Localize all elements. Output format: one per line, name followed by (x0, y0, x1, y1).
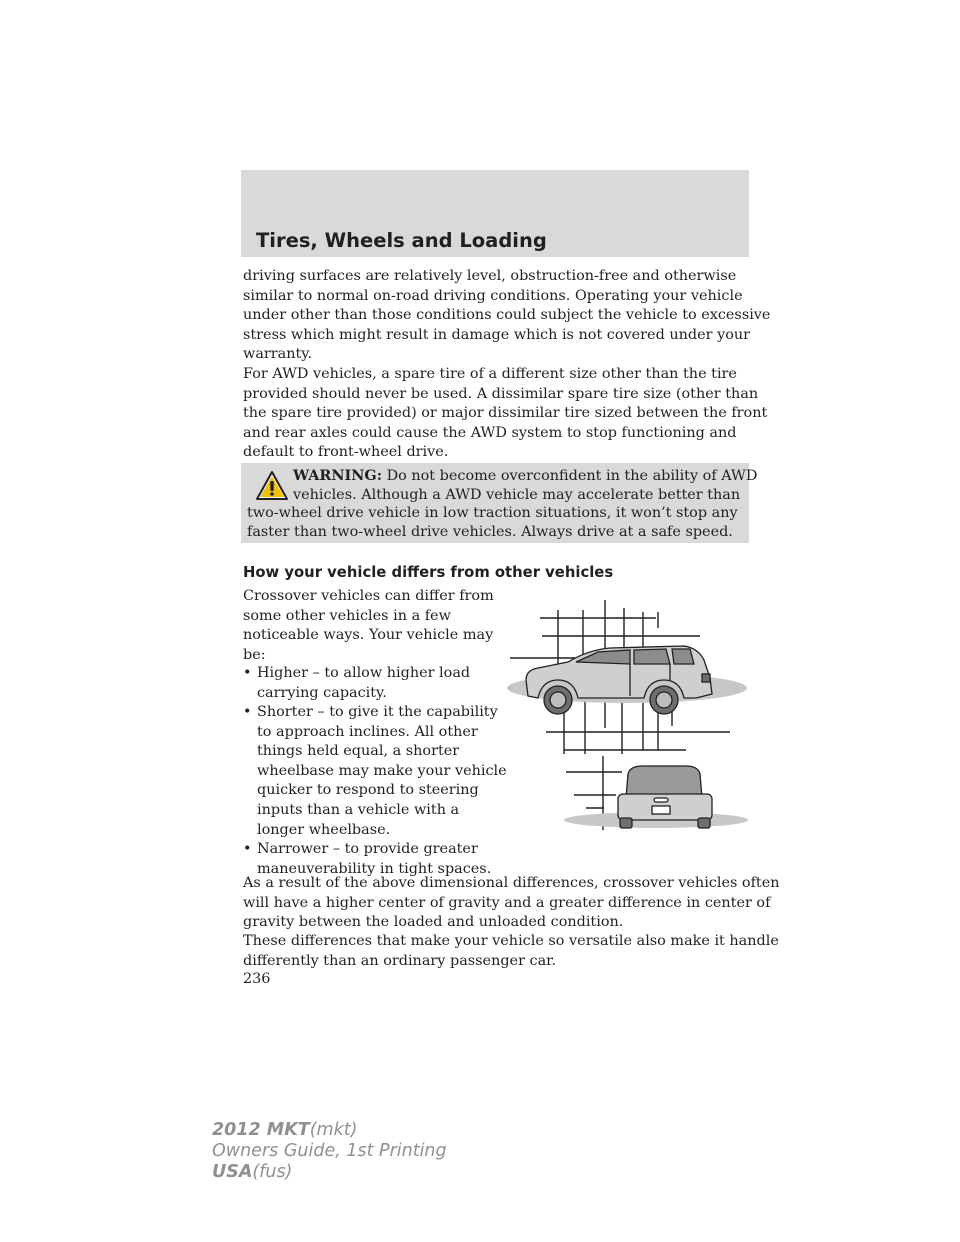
footer-model: 2012 MKT (212, 1120, 310, 1140)
text-line: be: (243, 646, 266, 663)
list-item (243, 664, 470, 703)
page-number: 236 (243, 971, 271, 987)
text-line: As a result of the above dimensional differences, crossover vehicles often (243, 875, 780, 891)
bullet-dot: • (243, 841, 252, 857)
text-line: provided should never be used. A dissimilar spare tire size (other than (243, 385, 759, 402)
text-line: These differences that make your vehicle so versatile also make it handle (243, 933, 779, 949)
text-line: and rear axles could cause the AWD system to stop functioning and (243, 424, 737, 441)
text-line: default to front-wheel drive. (243, 444, 449, 461)
text-line: differently than an ordinary passenger car. (243, 952, 557, 969)
text-line: some other vehicles in a few (243, 607, 451, 624)
footer-imprint (212, 1120, 447, 1183)
text-line: two-wheel drive vehicle in low traction situations, it won’t stop any (247, 505, 738, 522)
section-intro-paragraph (243, 587, 494, 665)
text-line: quicker to respond to steering (257, 782, 479, 799)
text-line: things held equal, a shorter (257, 743, 460, 760)
footer-region-code: (fus) (252, 1162, 293, 1182)
text-line: wheelbase may make your vehicle (257, 762, 507, 779)
warning-label: WARNING: (293, 467, 383, 484)
warning-text (247, 467, 757, 541)
vehicle-rear-view (564, 766, 748, 828)
intro-paragraph (243, 267, 770, 365)
text-line: Crossover vehicles can differ from (243, 588, 494, 604)
text-line: inputs than a vehicle with a (257, 801, 460, 818)
footer-region: USA (212, 1162, 253, 1182)
text-line: maneuverability in tight spaces. (257, 860, 492, 877)
text-line: to approach inclines. All other (257, 723, 478, 740)
footer-guide: Owners Guide, 1st Printing (212, 1141, 447, 1161)
text-line: similar to normal on-road driving conditions. Operating your vehicle (243, 287, 743, 304)
warning-box (241, 463, 758, 543)
text-line: driving surfaces are relatively level, obstruction-free and otherwise (243, 268, 737, 284)
section-heading: How your vehicle differs from other vehicles (243, 564, 614, 581)
bullet-dot: • (243, 665, 252, 681)
text-line: Narrower – to provide greater (257, 841, 478, 857)
crossover-vehicle-illustration (506, 598, 752, 838)
text-line: faster than two-wheel drive vehicles. Always drive at a safe speed. (247, 523, 733, 540)
list-item (243, 703, 507, 840)
page-title: Tires, Wheels and Loading (256, 229, 547, 252)
text-line: Shorter – to give it the capability (257, 704, 498, 720)
text-line: For AWD vehicles, a spare tire of a different size other than the tire (243, 366, 737, 382)
text-line: noticeable ways. Your vehicle may (243, 627, 494, 644)
text-line: warranty. (243, 346, 313, 363)
text-line: longer wheelbase. (257, 821, 391, 838)
text-line: stress which might result in damage which is not covered under your (243, 326, 751, 343)
text-line: will have a higher center of gravity and a greater difference in center of (243, 894, 771, 911)
text-line: Do not become overconfident in the ability of AWD (386, 468, 758, 484)
text-line: vehicles. Although a AWD vehicle may accelerate better than (293, 486, 741, 503)
vehicle-side-view (526, 646, 712, 714)
text-line: under other than those conditions could subject the vehicle to excessive (243, 307, 771, 324)
text-line: the spare tire provided) or major dissimilar tire sized between the front (243, 405, 768, 422)
footer-model-code: (mkt) (309, 1120, 358, 1140)
bullet-dot: • (243, 704, 252, 720)
text-line: Higher – to allow higher load (257, 665, 471, 681)
awd-paragraph (243, 365, 767, 463)
text-line: carrying capacity. (257, 684, 387, 701)
result-paragraph (243, 874, 780, 933)
differences-paragraph (243, 932, 779, 971)
text-line: gravity between the loaded and unloaded condition. (243, 914, 624, 931)
